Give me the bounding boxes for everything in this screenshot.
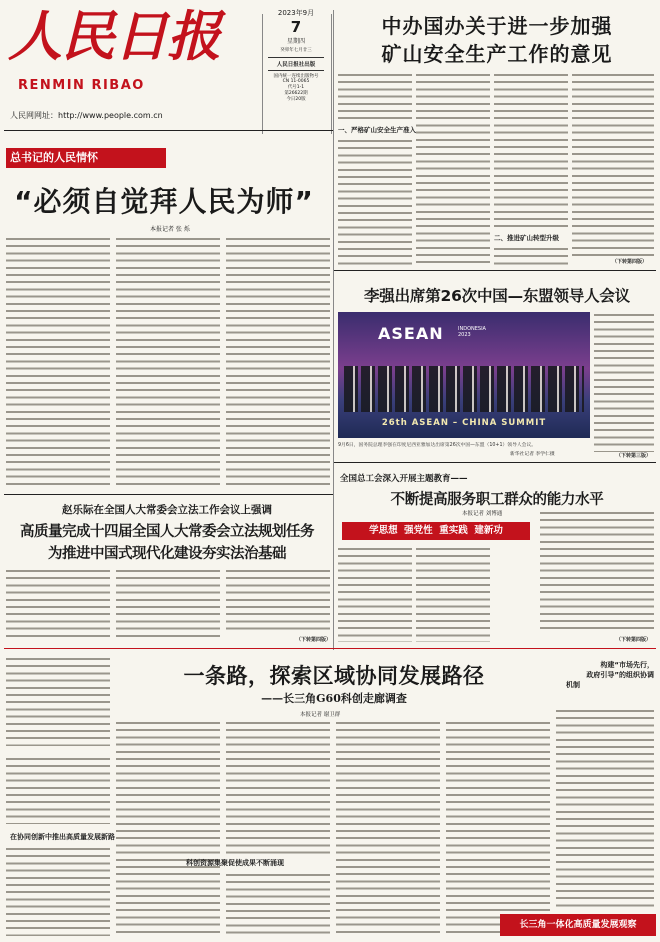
page-count: 今日20版 — [286, 97, 306, 102]
zhaoleji-body-col1 — [6, 568, 110, 642]
column-title[interactable]: “必须自觉拜人民为师” — [14, 185, 314, 218]
feature-banner-box — [500, 914, 656, 936]
side-label-line3: 机制 — [566, 681, 580, 689]
lead-subhead-1: 一、严格矿山安全生产准入 — [338, 126, 416, 134]
date-lunar: 癸卯年七月廿三 — [280, 48, 312, 53]
feature-banner: 长三角一体化高质量发展观察 — [519, 920, 637, 930]
lead-title-line1[interactable]: 中办国办关于进一步加强 — [381, 14, 613, 38]
lead-subhead-2: 二、推进矿山转型升级 — [494, 234, 559, 242]
union-byline: 本报记者 刘博通 — [462, 511, 503, 517]
lead-body-col4 — [572, 72, 654, 258]
date-weekday: 星期四 — [286, 38, 305, 45]
publisher: 人民日报社出版 — [276, 62, 316, 68]
date-day: 7 — [290, 18, 302, 36]
zhaoleji-body-col2 — [116, 568, 220, 642]
feature-subtitle: ——长三角G60科创走廊调查 — [261, 692, 407, 705]
feature-body-col4 — [336, 720, 440, 936]
lead-body-col1 — [338, 72, 412, 122]
zhaoleji-title-line2[interactable]: 为推进中国式现代化建设夯实法治基础 — [48, 545, 286, 562]
side-label-line2: 政府引导”的组织协调 — [586, 671, 654, 679]
column-body-col3 — [226, 236, 330, 488]
feature-body-col5 — [446, 720, 550, 936]
union-continued[interactable]: （下转第四版） — [616, 637, 652, 643]
summit-continued[interactable]: （下转第三版） — [616, 453, 652, 459]
column-byline: 本报记者 张 烁 — [150, 226, 190, 233]
union-slogan-box — [342, 522, 530, 540]
column-tag: 总书记的人民情怀 — [10, 151, 98, 164]
lead-body-col3b — [494, 246, 568, 266]
lead-body-col2 — [416, 72, 490, 266]
zhaoleji-continued[interactable]: （下转第四版） — [296, 637, 332, 643]
photo-banner: 26th ASEAN – CHINA SUMMIT — [381, 418, 547, 428]
masthead-pinyin: RENMIN RIBAO — [18, 78, 145, 93]
feature-body-col3b — [226, 872, 330, 936]
column-body-col1 — [6, 236, 110, 488]
date-year-month: 2023年9月 — [277, 9, 315, 17]
lead-continued[interactable]: （下转第四版） — [612, 259, 648, 265]
union-body-col2 — [416, 546, 490, 642]
feature-intro-col1 — [6, 656, 110, 746]
feature-body-col1c — [6, 846, 110, 936]
feature-byline: 本报记者 谢卫群 — [300, 712, 341, 718]
feature-body-col2 — [116, 720, 220, 936]
code: 代号1-1 — [287, 85, 305, 90]
feature-subhead-1: 在协同创新中推出高质量发展新路 — [10, 833, 115, 841]
union-title[interactable]: 不断提高服务职工群众的能力水平 — [390, 492, 604, 508]
zhaoleji-kicker: 赵乐际在全国人大常委会立法工作会议上强调 — [62, 504, 272, 516]
feature-body-col1b — [6, 756, 110, 824]
photo-asean-logo: ASEAN — [378, 324, 444, 343]
feature-body-col3 — [226, 720, 330, 854]
cn-number: CN 11-0065 — [282, 79, 310, 84]
feature-title[interactable]: 一条路，探索区域协同发展路径 — [183, 664, 485, 688]
summit-title[interactable]: 李强出席第26次中国—东盟领导人会议 — [364, 287, 630, 305]
feature-side-label — [560, 660, 654, 704]
photo-asean-sub: INDONESIA 2023 — [458, 326, 486, 338]
union-body-col1 — [338, 546, 412, 642]
union-body-col3 — [540, 510, 654, 634]
zhaoleji-body-col3 — [226, 568, 330, 634]
union-slogan: 学思想 强党性 重实践 建新功 — [369, 525, 503, 536]
union-kicker: 全国总工会深入开展主题教育—— — [340, 474, 468, 484]
photo-people-row — [344, 366, 584, 412]
lead-title-line2[interactable]: 矿山安全生产工作的意见 — [381, 42, 613, 66]
column-body-col2 — [116, 236, 220, 488]
summit-body — [594, 312, 654, 452]
masthead-website[interactable]: 人民网网址：http://www.people.com.cn — [10, 111, 163, 120]
masthead-date-box — [262, 8, 330, 136]
masthead-logo: 人民日报 — [8, 4, 220, 68]
zhaoleji-title-line1[interactable]: 高质量完成十四届全国人大常委会立法规划任务 — [20, 523, 314, 540]
column-tag-box — [6, 148, 166, 168]
summit-photo-credit: 新华社记者 李学仁摄 — [510, 452, 555, 457]
summit-photo[interactable] — [338, 312, 590, 438]
side-label-line1: 构建“市场先行， — [600, 661, 654, 669]
issn: 国内统一连续出版物号 — [273, 74, 319, 79]
issue-number: 第26622期 — [284, 91, 308, 96]
lead-body-col1b — [338, 138, 412, 266]
summit-photo-caption: 9月6日，国务院总理李强在印度尼西亚雅加达出席第26次中国—东盟（10+1）领导人会议。 — [338, 443, 537, 448]
lead-body-col3 — [494, 72, 568, 227]
feature-body-col6 — [556, 708, 654, 910]
feature-subhead-2: 科创资源集聚促使成果不断涌现 — [186, 859, 284, 867]
